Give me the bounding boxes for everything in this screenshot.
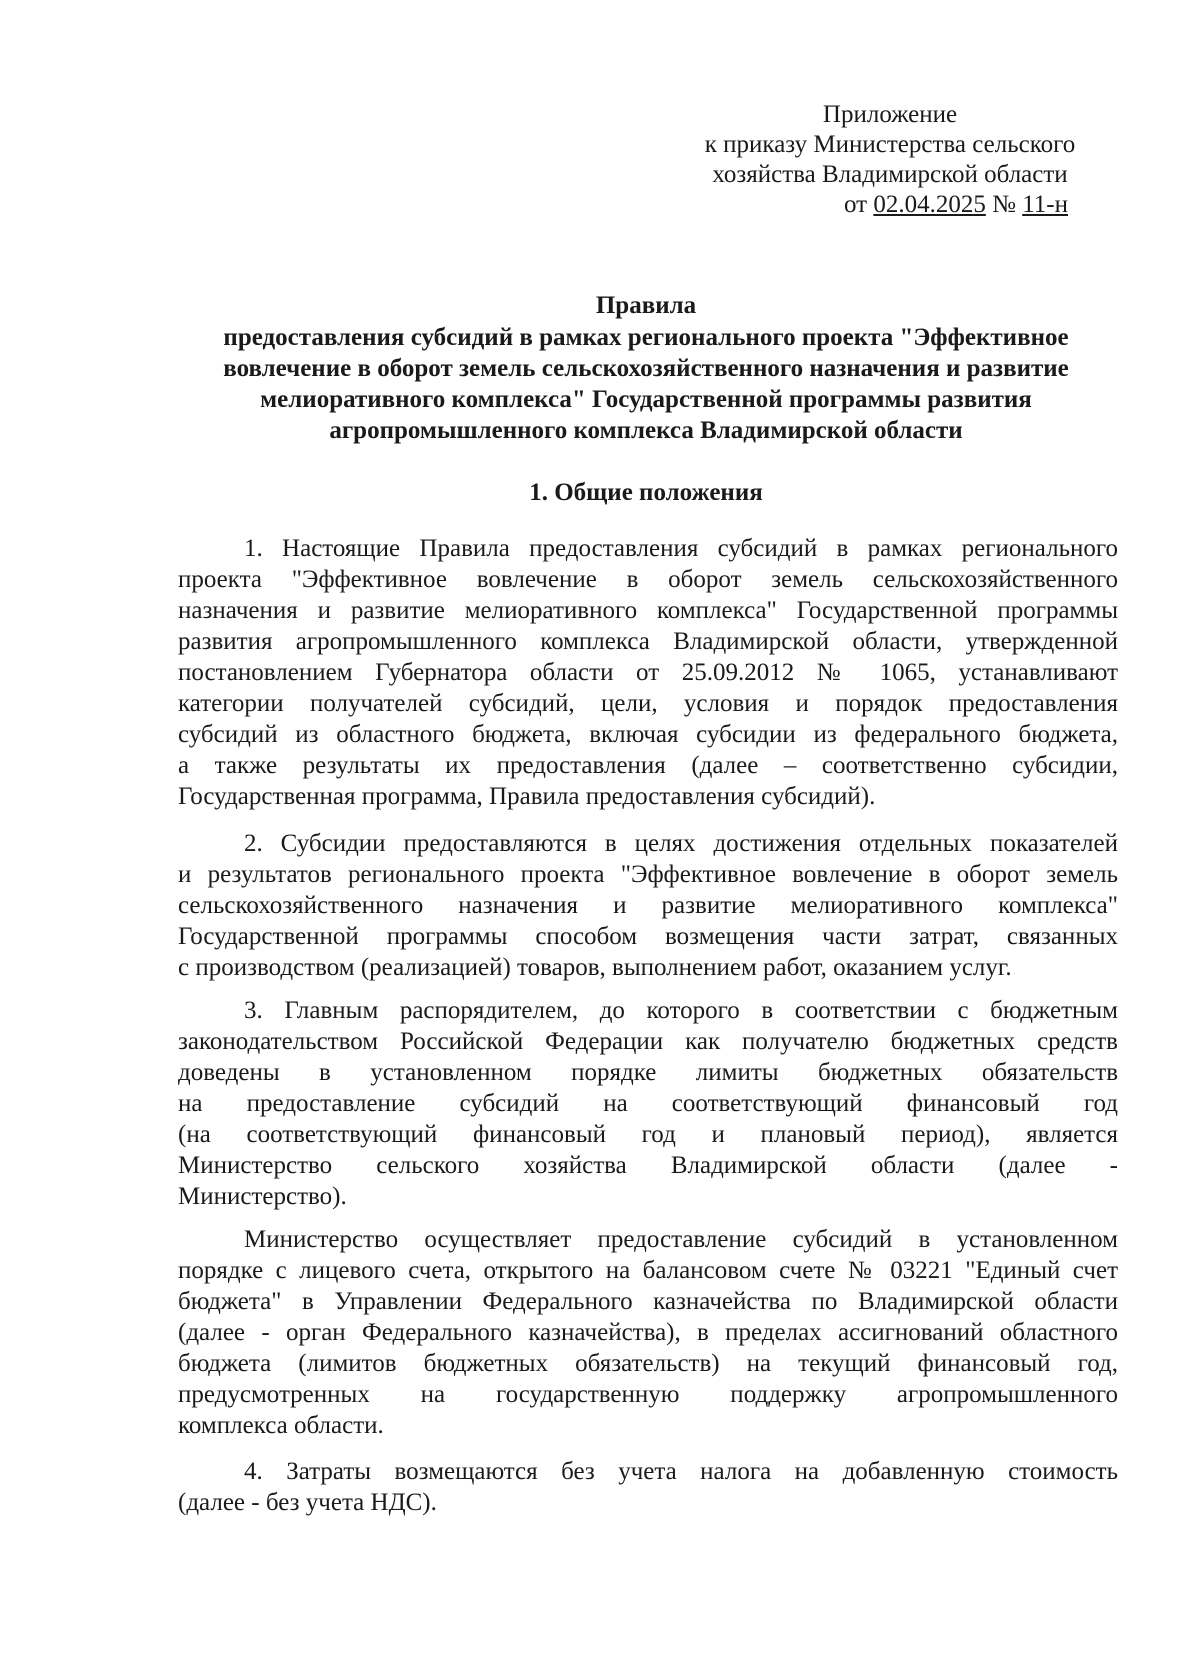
order-date: 02.04.2025: [873, 191, 986, 218]
title-word: Правила: [595, 292, 697, 319]
order-number: 11-н: [1022, 191, 1068, 218]
paragraph-line: назначения и развитие мелиоративного комплекса" Государственной программы: [178, 597, 1118, 624]
title-line: агропромышленного комплекса Владимирской области: [329, 417, 963, 444]
paragraph-line: проекта "Эффективное вовлечение в оборот земель сельскохозяйственного: [178, 566, 1118, 593]
paragraph-line: а также результаты их предоставления (далее – соответственно субсидии,: [178, 752, 1118, 779]
appendix-block: [660, 100, 1120, 220]
paragraph-line: 2. Субсидии предоставляются в целях достижения отдельных показателей: [244, 830, 1118, 857]
paragraph-line: Государственная программа, Правила предоставления субсидий).: [178, 783, 876, 810]
paragraph-line: Государственной программы способом возмещения части затрат, связанных: [178, 923, 1118, 950]
paragraph-1: [178, 533, 1118, 812]
paragraph-line: Министерство осуществляет предоставление субсидий в установленном: [244, 1226, 1118, 1253]
section-heading: 1. Общие положения: [529, 479, 763, 506]
appendix-order-ref: к приказу Министерства сельского: [704, 131, 1076, 158]
paragraph-line: с производством (реализацией) товаров, выполнением работ, оказанием услуг.: [178, 954, 1012, 981]
title-line: вовлечение в оборот земель сельскохозяйственного назначения и развитие: [223, 355, 1069, 382]
paragraph-line: на предоставление субсидий на соответствующий финансовый год: [178, 1090, 1118, 1117]
paragraph-line: порядке с лицевого счета, открытого на балансовом счете № 03221 "Единый счет: [178, 1257, 1118, 1284]
paragraph-line: бюджета" в Управлении Федерального казначейства по Владимирской области: [178, 1288, 1118, 1315]
paragraph-line: 1. Настоящие Правила предоставления субсидий в рамках регионального: [244, 535, 1118, 562]
paragraph-line: (далее - без учета НДС).: [178, 1489, 437, 1516]
paragraph-3-continued: [178, 1224, 1118, 1441]
paragraph-line: 4. Затраты возмещаются без учета налога на добавленную стоимость: [244, 1458, 1118, 1485]
paragraph-line: (на соответствующий финансовый год и плановый период), является: [178, 1121, 1118, 1148]
paragraph-line: развития агропромышленного комплекса Владимирской области, утвержденной: [178, 628, 1118, 655]
paragraph-line: 3. Главным распорядителем, до которого в соответствии с бюджетным: [244, 997, 1118, 1024]
paragraph-line: законодательством Российской Федерации как получателю бюджетных средств: [178, 1028, 1118, 1055]
paragraph-line: бюджета (лимитов бюджетных обязательств) на текущий финансовый год,: [178, 1350, 1118, 1377]
paragraph-line: (далее - орган Федерального казначейства), в пределах ассигнований областного: [178, 1319, 1118, 1346]
paragraph-line: Министерство сельского хозяйства Владимирской области (далее -: [178, 1152, 1118, 1179]
paragraph-line: постановлением Губернатора области от 25.09.2012 № 1065, устанавливают: [178, 659, 1118, 686]
paragraph-4: [178, 1456, 1118, 1518]
order-number-sign: №: [985, 191, 1023, 218]
paragraph-line: субсидий из областного бюджета, включая субсидии из федерального бюджета,: [178, 721, 1118, 748]
appendix-order-date-number: [660, 190, 1120, 220]
paragraph-line: доведены в установленном порядке лимиты бюджетных обязательств: [178, 1059, 1118, 1086]
paragraph-line: комплекса области.: [178, 1412, 384, 1439]
title-line: предоставления субсидий в рамках регионального проекта "Эффективное: [223, 324, 1069, 351]
order-date-prefix: от: [844, 191, 874, 218]
title-line: мелиоративного комплекса" Государственной программы развития: [260, 386, 1032, 413]
document-title: [170, 290, 1122, 446]
paragraph-line: и результатов регионального проекта "Эффективное вовлечение в оборот земель: [178, 861, 1118, 888]
appendix-title: Приложение: [822, 101, 958, 128]
paragraph-line: сельскохозяйственного назначения и развитие мелиоративного комплекса": [178, 892, 1118, 919]
paragraph-line: предусмотренных на государственную поддержку агропромышленного: [178, 1381, 1118, 1408]
appendix-ministry: хозяйства Владимирской области: [712, 161, 1068, 188]
paragraph-2: [178, 828, 1118, 983]
paragraph-3: [178, 995, 1118, 1212]
paragraph-line: Министерство).: [178, 1183, 347, 1210]
paragraph-line: категории получателей субсидий, цели, условия и порядок предоставления: [178, 690, 1118, 717]
